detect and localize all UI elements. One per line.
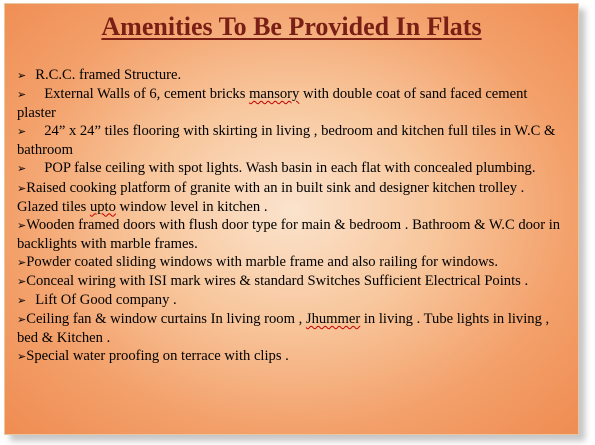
arrowhead-bullet-icon: ➢ xyxy=(17,182,27,195)
list-item: ➢Wooden framed doors with flush door type for main & bedroom . Bathroom & W.C door in backlights with marble frames. xyxy=(17,216,561,252)
amenities-list xyxy=(17,66,569,367)
list-item: ➢Special water proofing on terrace with clips . xyxy=(17,347,569,366)
list-item: ➢ 24” x 24” tiles flooring with skirting in living , bedroom and kitchen full tiles in W.C & bathroom xyxy=(17,123,556,159)
arrowhead-bullet-icon: ➢ xyxy=(17,276,27,289)
list-item: ➢Conceal wiring with ISI mark wires & standard Switches Sufficient Electrical Points . xyxy=(17,272,569,291)
amenities-slide-panel xyxy=(4,3,579,435)
arrowhead-bullet-icon: ➢ xyxy=(17,89,27,102)
list-item: ➢ R.C.C. framed Structure. xyxy=(17,66,569,85)
list-item: ➢ POP false ceiling with spot lights. Wash basin in each flat with concealed plumbing. xyxy=(17,159,569,178)
list-item: ➢ Lift Of Good company . xyxy=(17,291,569,310)
spellcheck-word: upto xyxy=(89,198,116,215)
page-title: Amenities To Be Provided In Flats xyxy=(101,12,482,41)
arrowhead-bullet-icon: ➢ xyxy=(17,256,27,269)
arrowhead-bullet-icon: ➢ xyxy=(17,314,27,327)
spellcheck-word: mansory xyxy=(249,86,300,103)
arrowhead-bullet-icon: ➢ xyxy=(17,70,27,82)
list-item: ➢ External Walls of 6, cement bricks mansory with double coat of sand faced cement plaster xyxy=(17,86,528,122)
arrowhead-bullet-icon: ➢ xyxy=(17,163,27,176)
list-item: ➢Powder coated sliding windows with marble frame and also railing for windows. xyxy=(17,253,569,272)
arrowhead-bullet-icon: ➢ xyxy=(17,295,27,308)
arrowhead-bullet-icon: ➢ xyxy=(17,219,27,232)
arrowhead-bullet-icon: ➢ xyxy=(17,351,27,364)
list-item: ➢Raised cooking platform of granite with an in built sink and designer kitchen trolley . Glazed tiles upto window level in kitchen . xyxy=(17,179,525,215)
list-item: ➢Ceiling fan & window curtains In living room , Jhummer in living . Tube lights in living , bed & Kitchen . xyxy=(17,311,550,347)
spellcheck-word: Jhummer xyxy=(305,311,361,328)
arrowhead-bullet-icon: ➢ xyxy=(17,126,27,139)
